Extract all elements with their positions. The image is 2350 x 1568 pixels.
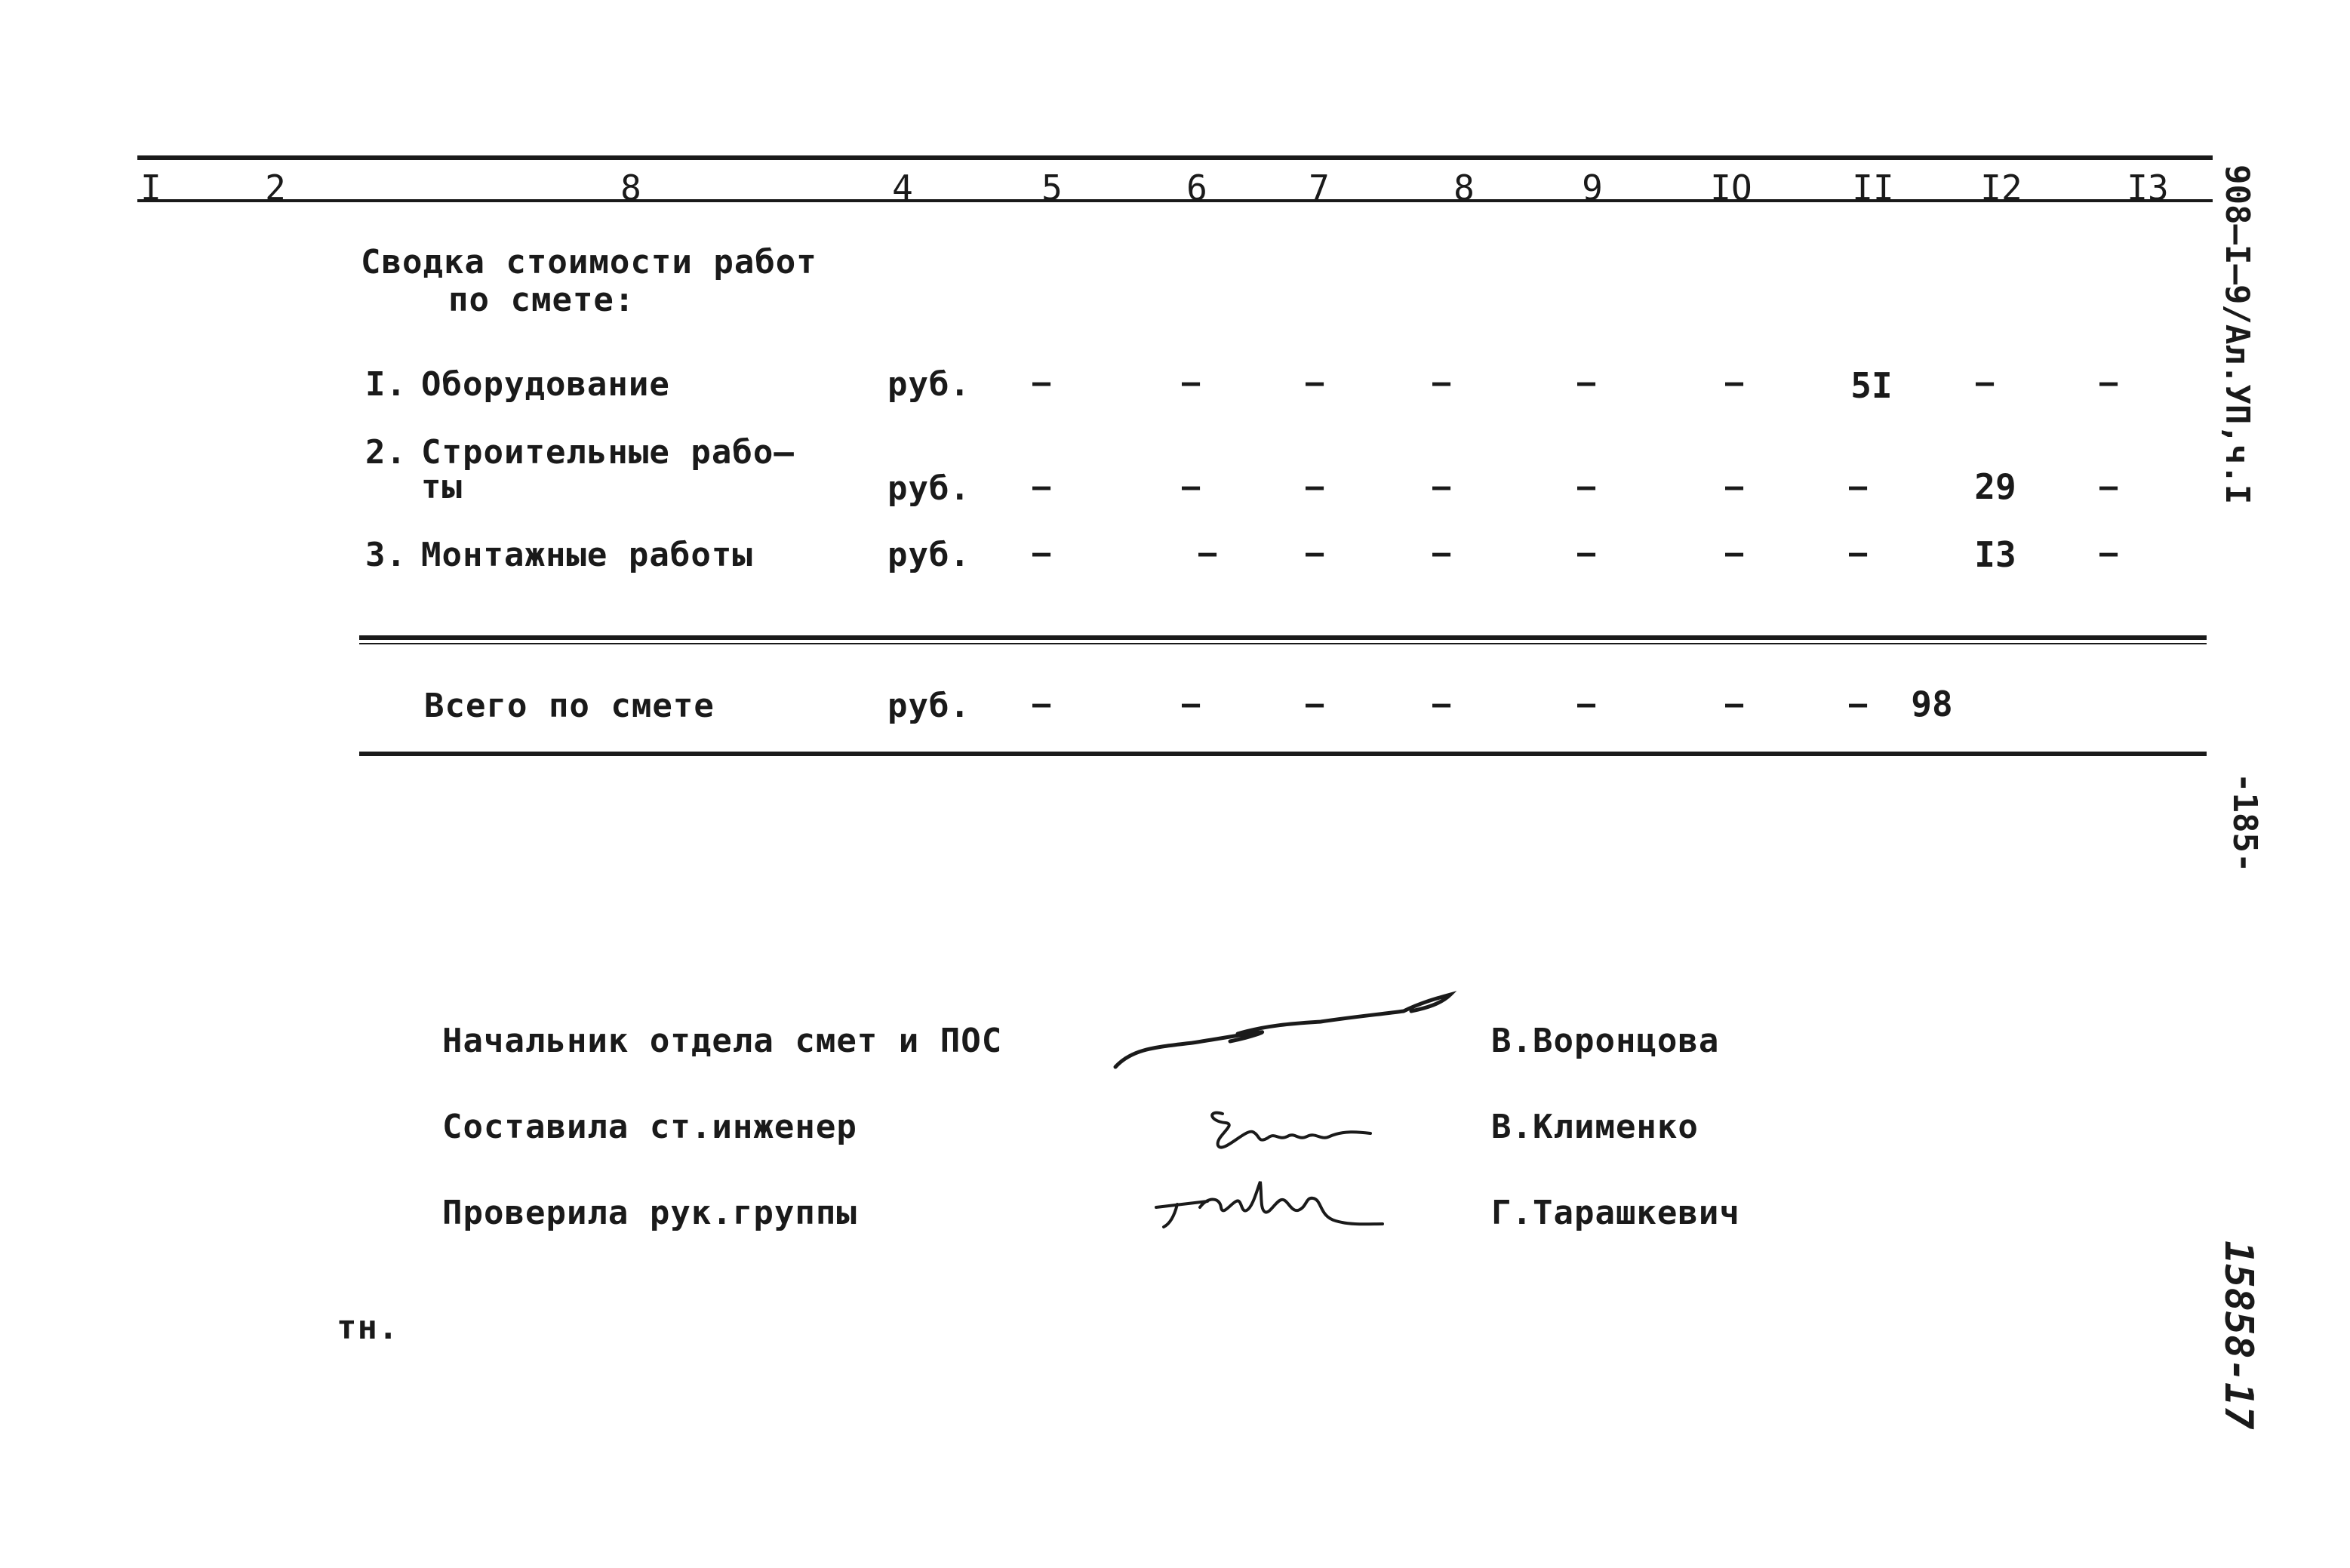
row-cell-col7: – xyxy=(1305,536,1324,570)
row-cell-col5: – xyxy=(1032,365,1051,400)
archive-number: 15858-17 xyxy=(2216,1241,2261,1430)
col-header-13: I3 xyxy=(2127,168,2169,208)
row-cell-col7: – xyxy=(1305,469,1324,504)
total-unit: руб. xyxy=(887,687,970,725)
row-cell-col11: – xyxy=(1848,536,1868,570)
row-name: Строительные рабо– xyxy=(421,433,795,472)
footer-note: тн. xyxy=(337,1308,399,1347)
signature-role: Проверила рук.группы xyxy=(442,1194,857,1232)
total-cell-col8: – xyxy=(1432,687,1451,721)
row-cell-col12: 29 xyxy=(1974,466,2016,507)
row-cell-col12: I3 xyxy=(1974,534,2016,575)
row-cell-col5: – xyxy=(1032,469,1051,504)
row-cell-col6: – xyxy=(1181,365,1201,400)
row-number: 3. xyxy=(365,536,407,574)
summary-title-line1: Сводка стоимости работ xyxy=(361,243,817,281)
page-number: -185- xyxy=(2225,773,2264,873)
row-cell-col9: – xyxy=(1576,536,1596,570)
row-cell-col10: – xyxy=(1724,536,1744,570)
row-cell-col8: – xyxy=(1432,469,1451,504)
total-cell-col5: – xyxy=(1032,687,1051,721)
row-cell-col10: – xyxy=(1724,365,1744,400)
col-header-8: 8 xyxy=(1453,168,1475,208)
col-header-4: 4 xyxy=(892,168,913,208)
total-cell-col10: – xyxy=(1724,687,1744,721)
total-cell-col9: – xyxy=(1576,687,1596,721)
doc-code: 908–I–9/Ал.УП,ч.I xyxy=(2218,164,2256,505)
col-header-7: 7 xyxy=(1309,168,1330,208)
handwritten-signature-1 xyxy=(1109,988,1456,1071)
handwritten-signature-2 xyxy=(1200,1099,1381,1159)
row-unit: руб. xyxy=(887,469,970,508)
summary-title-line2: по смете: xyxy=(448,281,635,319)
row-cell-col10: – xyxy=(1724,469,1744,504)
row-cell-col12: – xyxy=(1975,365,1995,400)
row-unit: руб. xyxy=(887,365,970,404)
row-cell-col5: – xyxy=(1032,536,1051,570)
total-cell-col7: – xyxy=(1305,687,1324,721)
row-name: Оборудование xyxy=(421,365,670,404)
total-bottom-rule xyxy=(359,752,2207,756)
row-number: 2. xyxy=(365,433,407,472)
row-cell-col7: – xyxy=(1305,365,1324,400)
row-cell-col13: – xyxy=(2099,536,2118,570)
total-cell-col6: – xyxy=(1181,687,1201,721)
signature-name: В.Воронцова xyxy=(1491,1022,1720,1060)
handwritten-signature-3 xyxy=(1147,1174,1389,1234)
row-cell-col6: – xyxy=(1181,469,1201,504)
total-top-rule xyxy=(359,635,2207,640)
col-header-9: 9 xyxy=(1582,168,1603,208)
col-header-2: 2 xyxy=(265,168,286,208)
row-cell-col9: – xyxy=(1576,469,1596,504)
signature-role: Начальник отдела смет и ПОС xyxy=(442,1022,1003,1060)
row-cell-col11: – xyxy=(1848,469,1868,504)
row-cell-col11: 5I xyxy=(1850,365,1893,406)
total-top-rule-thin xyxy=(359,643,2207,644)
row-number: I. xyxy=(365,365,407,404)
row-cell-col13: – xyxy=(2099,365,2118,400)
row-unit: руб. xyxy=(887,536,970,574)
row-name-continued: ты xyxy=(421,468,463,506)
total-value: 98 xyxy=(1911,684,1953,724)
col-header-10: IO xyxy=(1710,168,1752,208)
col-header-1: I xyxy=(140,168,161,208)
top-rule xyxy=(137,155,2213,160)
col-header-6: 6 xyxy=(1186,168,1207,208)
col-header-12: I2 xyxy=(1980,168,2022,208)
row-cell-col8: – xyxy=(1432,365,1451,400)
row-cell-col13: – xyxy=(2099,469,2118,504)
row-name: Монтажные работы xyxy=(421,536,753,574)
row-cell-col8: – xyxy=(1432,536,1451,570)
col-header-5: 5 xyxy=(1041,168,1063,208)
signature-name: Г.Тарашкевич xyxy=(1491,1194,1740,1232)
col-header-11: II xyxy=(1852,168,1894,208)
total-label: Всего по смете xyxy=(424,687,715,725)
total-cell-col11: – xyxy=(1848,687,1868,721)
signature-role: Составила ст.инженер xyxy=(442,1108,857,1146)
header-rule xyxy=(137,199,2213,202)
signature-name: В.Клименко xyxy=(1491,1108,1699,1146)
row-cell-col6: – xyxy=(1198,536,1217,570)
row-cell-col9: – xyxy=(1576,365,1596,400)
col-header-3: 8 xyxy=(620,168,641,208)
